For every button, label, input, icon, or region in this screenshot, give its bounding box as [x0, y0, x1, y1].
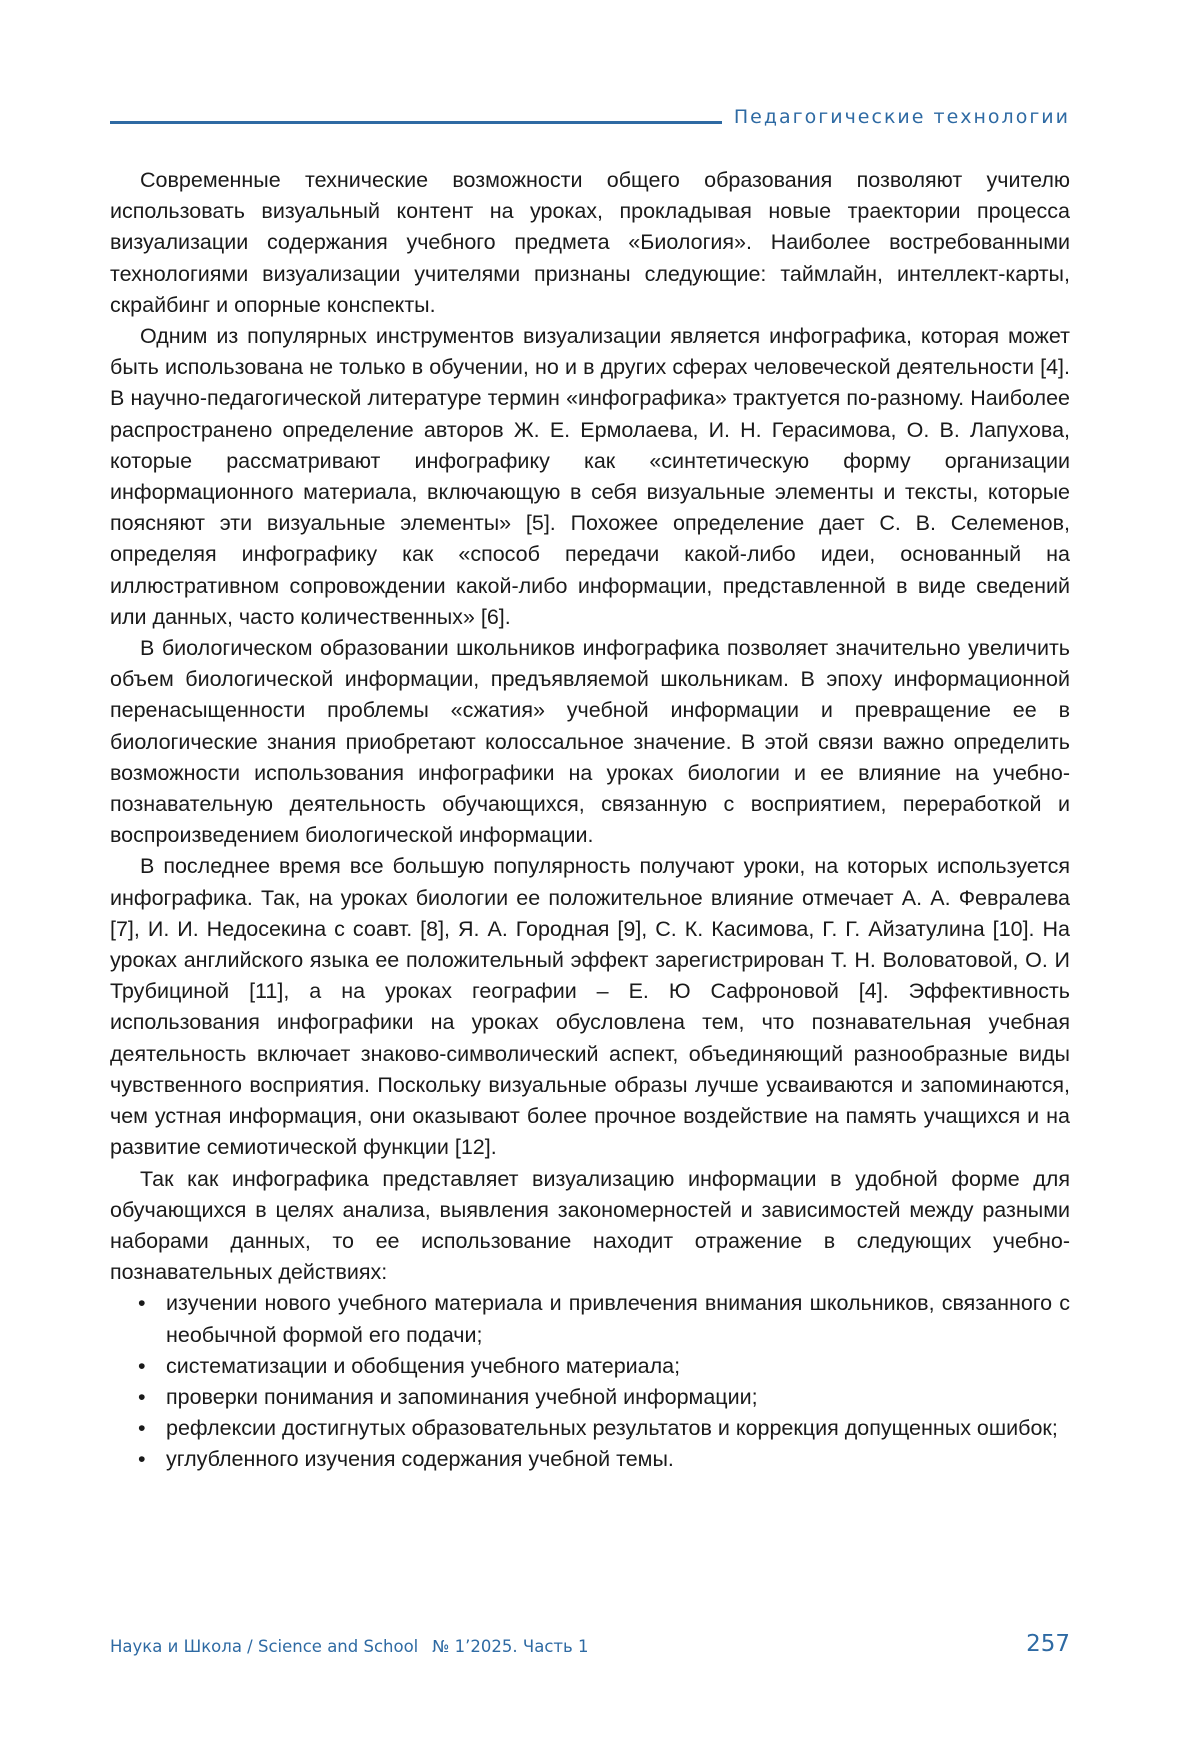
section-title: Педагогические технологии [733, 106, 1070, 128]
paragraph: В последнее время все большую популярность получают уроки, на которых используется инфографика. Так, на уроках биологии ее положительное влияние отмечает А. А. Февралева [7], И. И. Недосекина с соавт. [8], Я. А. Городная [9], С. К. Касимова, Г. Г. Айзатулина [10]. На уроках английского языка ее положительный эффект зарегистрирован Т. Н. Воловатовой, О. И Трубициной [11], а на уроках географии – Е. Ю Сафроновой [4]. Эффективность использования инфографики на уроках обусловлена тем, что познавательная учебная деятельность включает знаково-символический аспект, объединяющий разнообразные виды чувственного восприятия. Поскольку визуальные образы лучше усваиваются и запоминаются, чем устная информация, они оказывают более прочное воздействие на память учащихся и на развитие семиотической функции [12]. [110, 854, 1070, 1160]
page-footer [110, 1628, 1070, 1662]
page-number: 257 [1026, 1631, 1070, 1657]
journal-info [110, 1637, 588, 1656]
bullet-item: • углубленного изучения содержания учебной темы. [110, 1444, 1070, 1475]
paragraph: Одним из популярных инструментов визуализации является инфографика, которая может быть использована не только в обучении, но и в других сферах человеческой деятельности [4]. В научно-педагогической литературе термин «инфографика» трактуется по-разному. Наиболее распространено определение авторов Ж. Е. Ермолаева, И. Н. Герасимова, О. В. Лапухова, которые рассматривают инфографику как «синтетическую форму организации информационного материала, включающую в себя визуальные элементы и тексты, которые поясняют эти визуальные элементы» [5]. Похожее определение дает С. В. Селеменов, определяя инфографику как «способ передачи какой-либо идеи, основанный на иллюстративном сопровождении какой-либо информации, представленной в виде сведений или данных, часто количественных» [6]. [110, 324, 1070, 629]
header-rule [110, 121, 722, 124]
issue-info: № 1’2025. Часть 1 [432, 1637, 589, 1656]
article-body [110, 165, 1070, 1476]
bullet-item: • изучении нового учебного материала и привлечения внимания школьников, связанного с необычной формой его подачи; [110, 1288, 1070, 1350]
bullet-item: • проверки понимания и запоминания учебной информации; [110, 1382, 1070, 1413]
paragraph: Так как инфографика представляет визуализацию информации в удобной форме для обучающихся в целях анализа, выявления закономерностей и зависимостей между разными наборами данных, то ее использование находит отражение в следующих учебно-познавательных действиях: [110, 1166, 1070, 1285]
bullet-item: • систематизации и обобщения учебного материала; [110, 1351, 1070, 1382]
running-header [110, 104, 1070, 128]
journal-name: Наука и Школа / Science and School [110, 1637, 419, 1656]
paragraph: Современные технические возможности общего образования позволяют учителю использовать визуальный контент на уроках, прокладывая новые траектории процесса визуализации содержания учебного предмета «Биология». Наиболее востребованными технологиями визуализации учителями признаны следующие: таймлайн, интеллект-карты, скрайбинг и опорные конспекты. [110, 168, 1070, 317]
bullet-list [110, 1288, 1070, 1475]
paragraph: В биологическом образовании школьников инфографика позволяет значительно увеличить объем биологической информации, предъявляемой школьникам. В эпоху информационной перенасыщенности проблемы «сжатия» учебной информации и превращение ее в биологические знания приобретают колоссальное значение. В этой связи важно определить возможности использования инфографики на уроках биологии и ее влияние на учебно-познавательную деятельность обучающихся, связанную с восприятием, переработкой и воспроизведением биологической информации. [110, 636, 1070, 848]
bullet-item: • рефлексии достигнутых образовательных результатов и коррекция допущенных ошибок; [110, 1413, 1070, 1444]
